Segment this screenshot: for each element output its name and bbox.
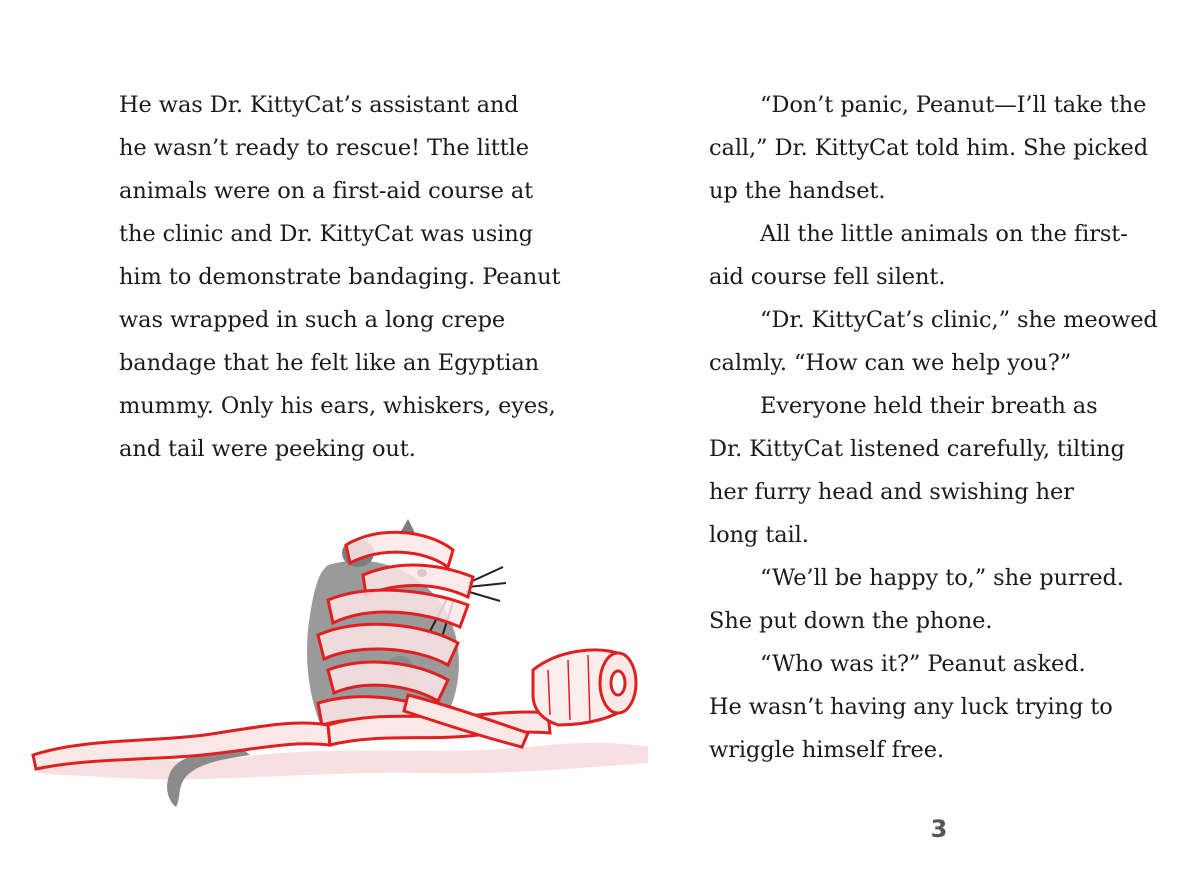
text-line: “Don’t panic, Peanut—I’ll take the [760, 92, 1147, 118]
text-line: animals were on a first-aid course at [119, 178, 534, 204]
text-line: aid course fell silent. [709, 264, 946, 290]
text-line: up the handset. [709, 178, 886, 204]
text-line: mummy. Only his ears, whiskers, eyes, [119, 393, 556, 419]
text-line: Everyone held their breath as [760, 393, 1098, 419]
text-line: long tail. [709, 522, 809, 548]
text-line: him to demonstrate bandaging. Peanut [119, 264, 561, 290]
text-line: he wasn’t ready to rescue! The little [119, 135, 529, 161]
text-line: Dr. KittyCat listened carefully, tilting [709, 436, 1125, 462]
text-line: the clinic and Dr. KittyCat was using [119, 221, 533, 247]
mouse-wrapped-in-bandage-icon [28, 505, 658, 850]
text-line: All the little animals on the first- [760, 221, 1128, 247]
bandage-roll [533, 650, 636, 725]
text-line: “Who was it?” Peanut asked. [760, 651, 1086, 677]
text-line: She put down the phone. [709, 608, 993, 634]
text-line: call,” Dr. KittyCat told him. She picked [709, 135, 1149, 161]
text-line: He was Dr. KittyCat’s assistant and [119, 92, 519, 118]
left-text-column [119, 84, 579, 471]
text-line: her furry head and swishing her [709, 479, 1074, 505]
text-line: calmly. “How can we help you?” [709, 350, 1072, 376]
text-line: wriggle himself free. [709, 737, 945, 763]
right-text-column [709, 84, 1169, 772]
text-line: was wrapped in such a long crepe [119, 307, 506, 333]
text-line: “We’ll be happy to,” she purred. [760, 565, 1124, 591]
text-line: bandage that he felt like an Egyptian [119, 350, 540, 376]
text-line: “Dr. KittyCat’s clinic,” she meowed [760, 307, 1158, 333]
text-line: He wasn’t having any luck trying to [709, 694, 1113, 720]
text-line: and tail were peeking out. [119, 436, 416, 462]
page-number: 3 [930, 815, 948, 843]
